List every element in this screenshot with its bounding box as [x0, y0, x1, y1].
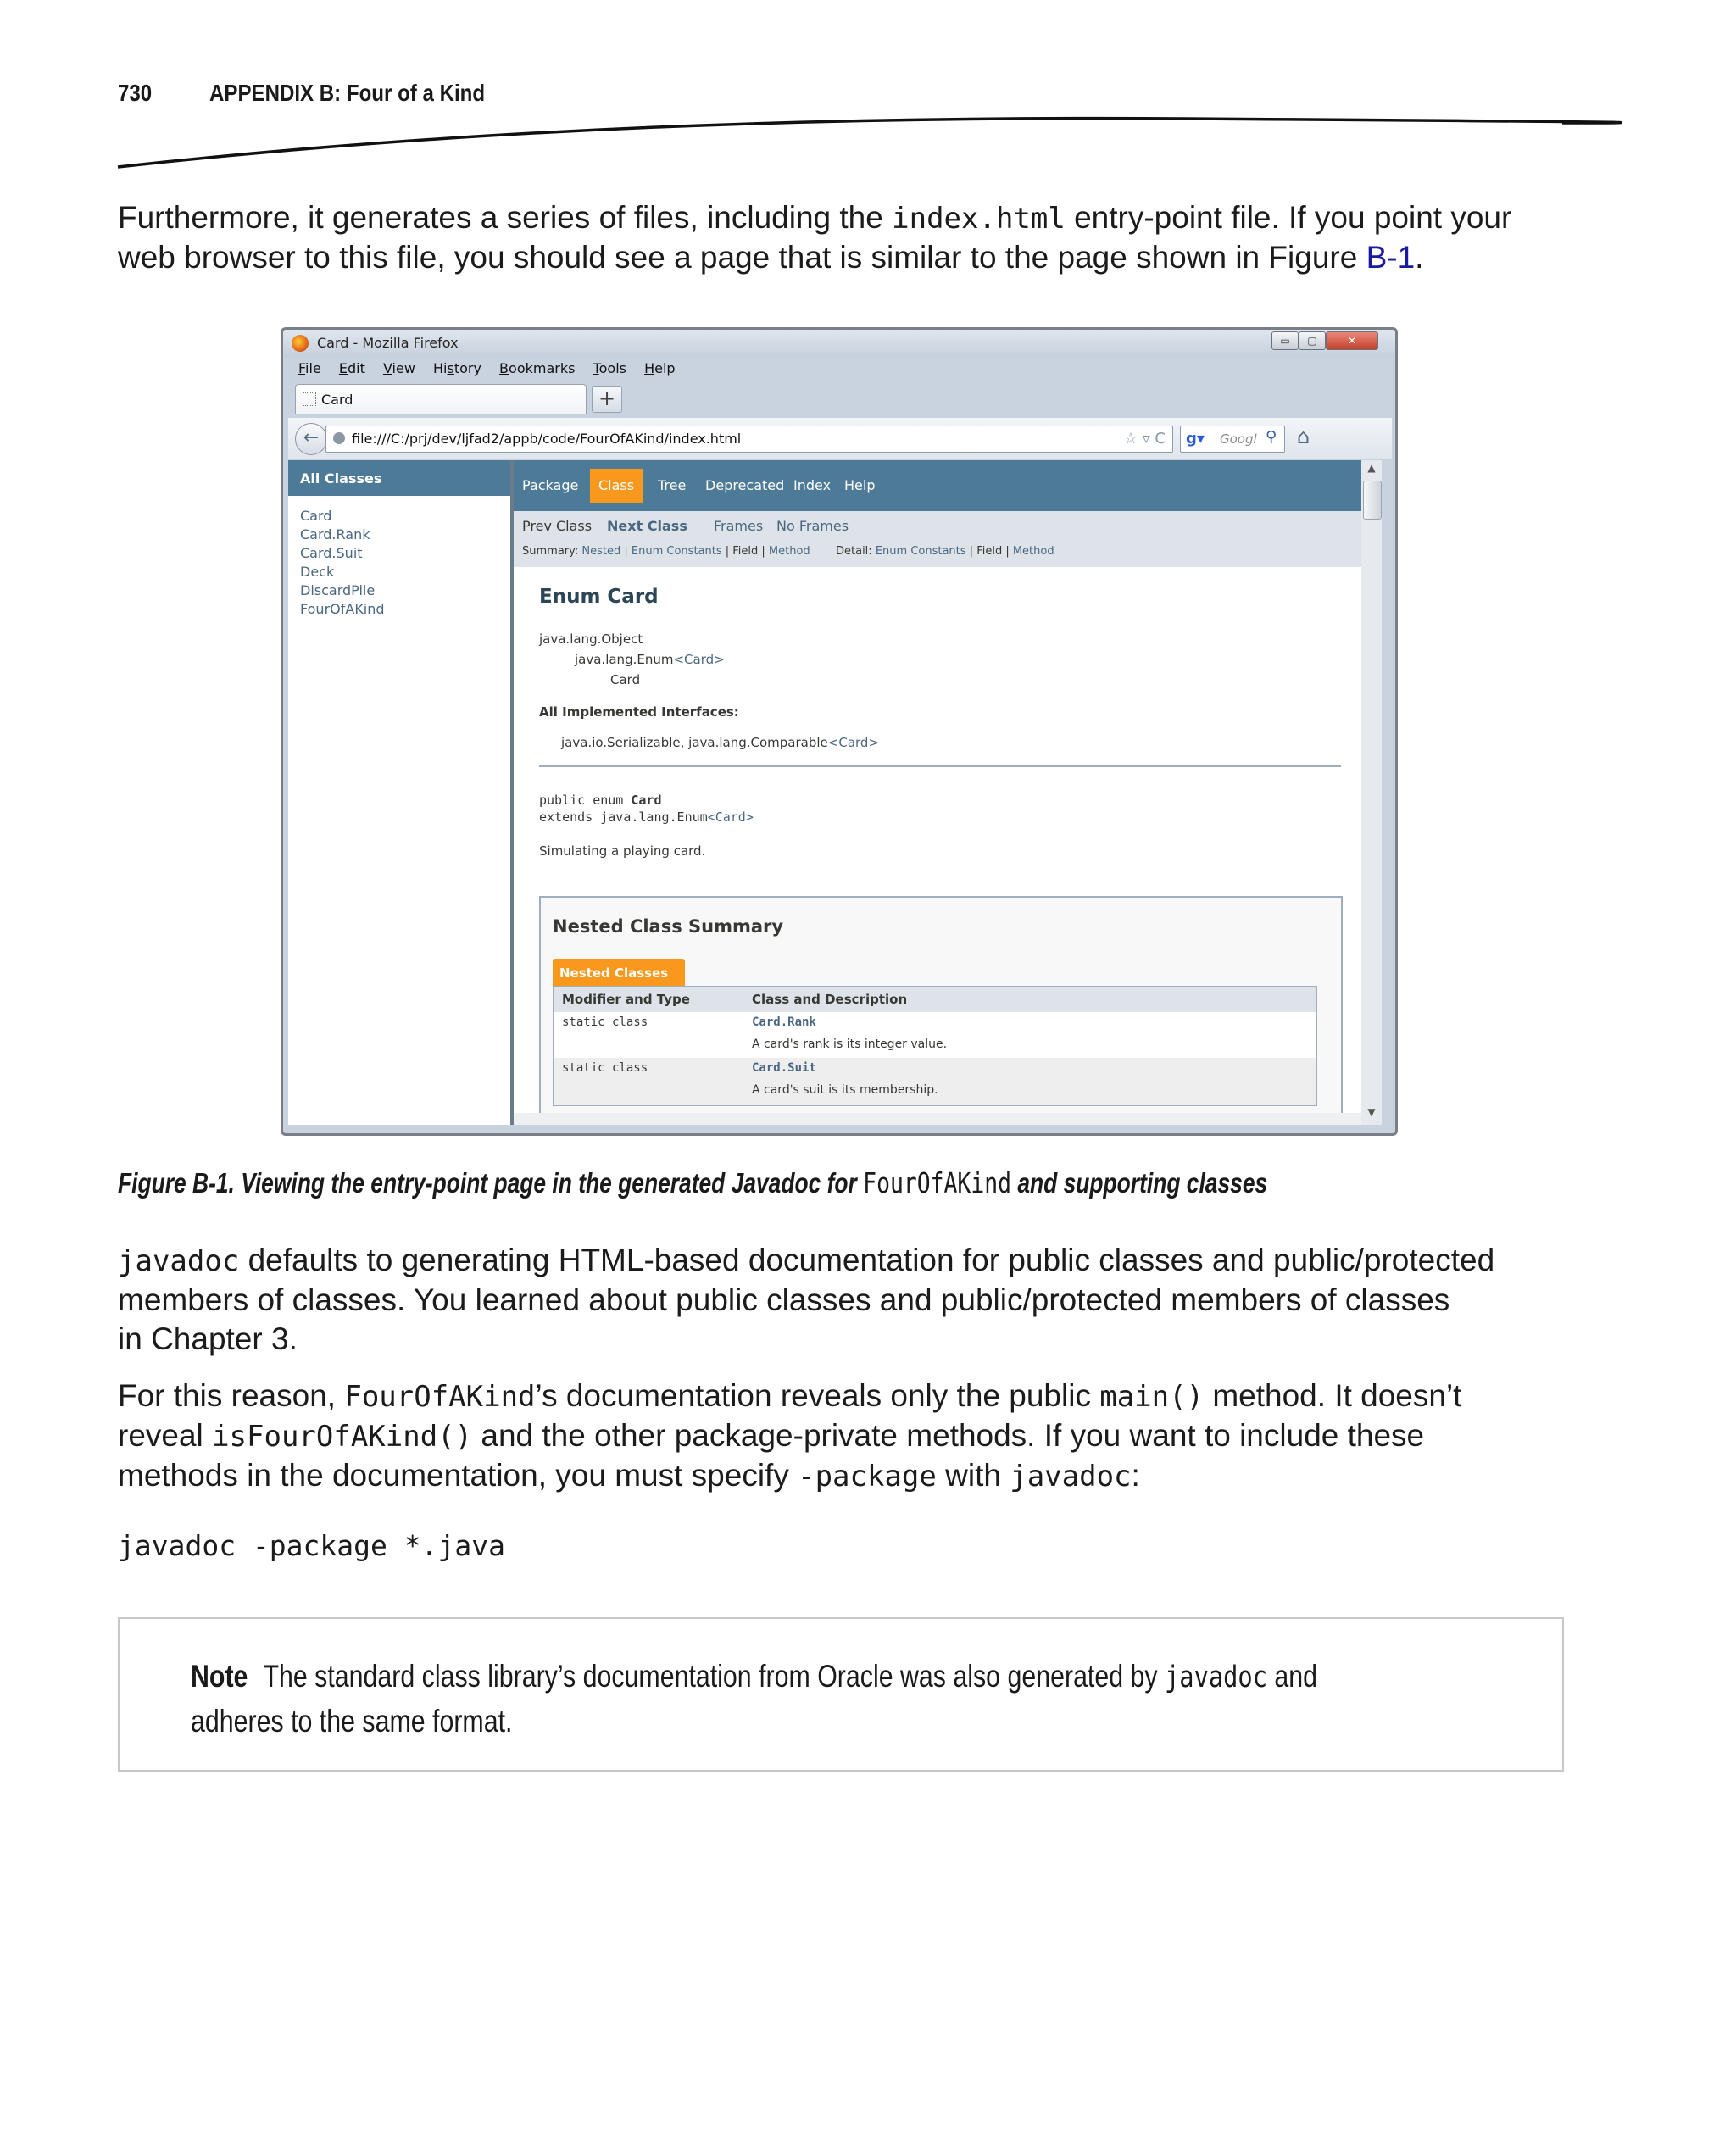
- paragraph-line: in Chapter 3.: [118, 1321, 298, 1356]
- url-text: file:///C:/prj/dev/ljfad2/appb/code/FourOfAKind/index.html: [352, 431, 742, 447]
- javadoc-top-nav: [514, 460, 1361, 511]
- menu-bar: [298, 360, 689, 382]
- note-text: [191, 1655, 1442, 1744]
- scroll-up-icon[interactable]: ▲: [1367, 462, 1376, 474]
- paragraph-package-option: [118, 1377, 1627, 1496]
- inline-code: index.html: [892, 202, 1066, 236]
- page-viewport: [288, 460, 1382, 1125]
- modifier-cell: static class: [562, 1015, 648, 1029]
- nav-class[interactable]: Class: [598, 477, 635, 493]
- table-row: [554, 1012, 1316, 1058]
- note-line: adheres to the same format.: [191, 1704, 513, 1738]
- column-header: Class and Description: [752, 992, 908, 1007]
- prev-class-link[interactable]: Prev Class: [522, 518, 593, 534]
- menu-history[interactable]: History: [433, 360, 481, 376]
- detail-line: Detail: Enum Constants | Field | Method: [836, 545, 1054, 558]
- inline-code: javadoc: [118, 1244, 240, 1278]
- hierarchy-object: java.lang.Object: [539, 631, 643, 647]
- class-link-card-rank[interactable]: Card.Rank: [300, 526, 370, 542]
- class-title: Enum Card: [539, 586, 659, 608]
- class-description: Simulating a playing card.: [539, 843, 706, 859]
- menu-help[interactable]: Help: [644, 360, 676, 376]
- detail-method-link[interactable]: Method: [1012, 545, 1054, 558]
- search-icon[interactable]: ⚲: [1266, 428, 1277, 446]
- class-desc-cell: A card's rank is its integer value.: [752, 1037, 948, 1051]
- new-tab-button[interactable]: +: [592, 386, 622, 413]
- class-link-fourofakind[interactable]: FourOfAKind: [300, 601, 385, 617]
- summary-enum-constants-link[interactable]: Enum Constants: [631, 545, 722, 558]
- vertical-scrollbar[interactable]: [1361, 460, 1382, 1125]
- menu-edit[interactable]: Edit: [338, 360, 365, 376]
- paragraph-line: members of classes. You learned about public classes and public/protected members of classes: [118, 1282, 1450, 1317]
- paragraph-line: reveal isFourOfAKind() and the other package-private methods. If you want to include these: [118, 1418, 1425, 1454]
- summary-nested-link[interactable]: Nested: [581, 545, 621, 558]
- menu-tools[interactable]: Tools: [593, 360, 626, 376]
- hierarchy-card: Card: [610, 672, 641, 687]
- nested-tab-label: Nested Classes: [559, 965, 669, 981]
- figure-caption: Figure B-1. Viewing the entry-point page in the generated Javadoc for FourOfAKind and supporting classes: [118, 1166, 1268, 1199]
- tab-label: Card: [321, 392, 353, 408]
- class-desc-cell: A card's suit is its membership.: [752, 1083, 938, 1097]
- minimize-button[interactable]: ▭: [1271, 331, 1299, 350]
- all-classes-label: All Classes: [300, 470, 382, 487]
- bookmark-reload-icons[interactable]: ☆ ▿ C: [1123, 430, 1166, 448]
- class-name-link[interactable]: Card.Suit: [752, 1061, 816, 1075]
- tab-strip: [295, 384, 1388, 416]
- section-divider: [539, 765, 1341, 767]
- note-box: [118, 1617, 1564, 1772]
- figure-label: Figure B-1.: [118, 1167, 235, 1199]
- nested-classes-tab[interactable]: [553, 959, 685, 986]
- nav-deprecated[interactable]: Deprecated: [705, 477, 785, 493]
- menu-file[interactable]: File: [298, 360, 321, 376]
- class-list-frame: [288, 460, 514, 1125]
- horizontal-scrollbar[interactable]: [514, 1113, 1361, 1125]
- inline-code: javadoc: [1165, 1660, 1267, 1694]
- hierarchy-enum: java.lang.Enum<Card>: [575, 652, 725, 667]
- summary-line: Summary: Nested | Enum Constants | Field | Method: [522, 545, 810, 558]
- window-title: Card - Mozilla Firefox: [317, 335, 459, 351]
- note-label: Note: [191, 1659, 248, 1694]
- javadoc-sub-nav: [514, 511, 1361, 567]
- scroll-down-icon[interactable]: ▼: [1367, 1106, 1376, 1118]
- search-placeholder: Googl: [1220, 431, 1257, 447]
- note-line: Note The standard class library’s documentation from Oracle was also generated by javadoc and: [191, 1659, 1318, 1694]
- window-titlebar: [283, 330, 1395, 357]
- nav-package[interactable]: Package: [522, 477, 579, 493]
- class-link-deck[interactable]: Deck: [300, 564, 335, 580]
- paragraph-intro: [118, 198, 1627, 277]
- inline-code: FourOfAKind: [863, 1166, 1012, 1199]
- close-button[interactable]: ✕: [1326, 331, 1378, 350]
- summary-method-link[interactable]: Method: [768, 545, 810, 558]
- navigation-toolbar: [288, 418, 1392, 459]
- maximize-button[interactable]: ▢: [1299, 331, 1326, 350]
- class-link-discardpile[interactable]: DiscardPile: [300, 582, 376, 598]
- modifier-cell: static class: [562, 1061, 648, 1075]
- nav-index[interactable]: Index: [793, 477, 832, 493]
- paragraph-line: For this reason, FourOfAKind’s documentation reveals only the public main() method. It doesn’t: [118, 1378, 1462, 1414]
- header-rule: [0, 0, 1736, 186]
- command-line: javadoc -package *.java: [118, 1529, 505, 1562]
- browser-screenshot: [281, 327, 1398, 1136]
- nested-classes-table: [553, 986, 1317, 1106]
- all-classes-header: [288, 460, 510, 496]
- detail-enum-constants-link[interactable]: Enum Constants: [875, 545, 966, 558]
- next-class-link[interactable]: Next Class: [607, 518, 687, 534]
- paragraph-line: javadoc defaults to generating HTML-based documentation for public classes and public/protected: [118, 1243, 1495, 1278]
- globe-icon: [333, 432, 345, 444]
- scrollbar-thumb[interactable]: [1363, 481, 1382, 520]
- paragraph-line: methods in the documentation, you must specify -package with javadoc:: [118, 1458, 1140, 1494]
- nested-class-summary: [539, 896, 1343, 1116]
- frames-link[interactable]: Frames: [714, 518, 764, 534]
- paragraph-line: Furthermore, it generates a series of files, including the index.html entry-point file. If you point your: [118, 200, 1512, 236]
- figure-link[interactable]: B-1: [1366, 240, 1416, 275]
- home-icon[interactable]: ⌂: [1297, 425, 1310, 448]
- table-header: [554, 987, 1316, 1012]
- back-button[interactable]: ←: [295, 423, 327, 455]
- nav-help[interactable]: Help: [844, 477, 876, 493]
- running-title: APPENDIX B: Four of a Kind: [209, 80, 486, 106]
- tab-card[interactable]: [295, 384, 587, 414]
- url-bar[interactable]: [326, 426, 1173, 453]
- class-link-card-suit[interactable]: Card.Suit: [300, 545, 363, 561]
- paragraph-javadoc-defaults: [118, 1241, 1627, 1359]
- firefox-icon: [292, 335, 309, 352]
- nav-tree[interactable]: Tree: [658, 477, 687, 493]
- menu-bookmarks[interactable]: Bookmarks: [499, 360, 576, 376]
- interfaces-list: java.io.Serializable, java.lang.Comparable<Card>: [561, 735, 880, 750]
- page-number: 730: [118, 80, 153, 106]
- page-icon: [303, 392, 316, 406]
- search-input[interactable]: [1180, 426, 1285, 453]
- search-engine-icon[interactable]: g▾: [1186, 430, 1205, 448]
- table-row: [554, 1058, 1316, 1105]
- column-header: Modifier and Type: [562, 992, 690, 1007]
- nested-summary-title: Nested Class Summary: [553, 916, 784, 937]
- declaration-line-1: public enum Card: [539, 793, 662, 808]
- menu-view[interactable]: View: [382, 360, 415, 376]
- no-frames-link[interactable]: No Frames: [776, 518, 849, 534]
- class-detail-frame: [514, 460, 1361, 1113]
- declaration-line-2: extends java.lang.Enum<Card>: [539, 809, 754, 825]
- interfaces-label: All Implemented Interfaces:: [539, 704, 739, 720]
- paragraph-line: web browser to this file, you should see a page that is similar to the page shown in Figure B-1.: [118, 240, 1424, 275]
- class-link-card[interactable]: Card: [300, 508, 332, 524]
- class-name-link[interactable]: Card.Rank: [752, 1015, 816, 1029]
